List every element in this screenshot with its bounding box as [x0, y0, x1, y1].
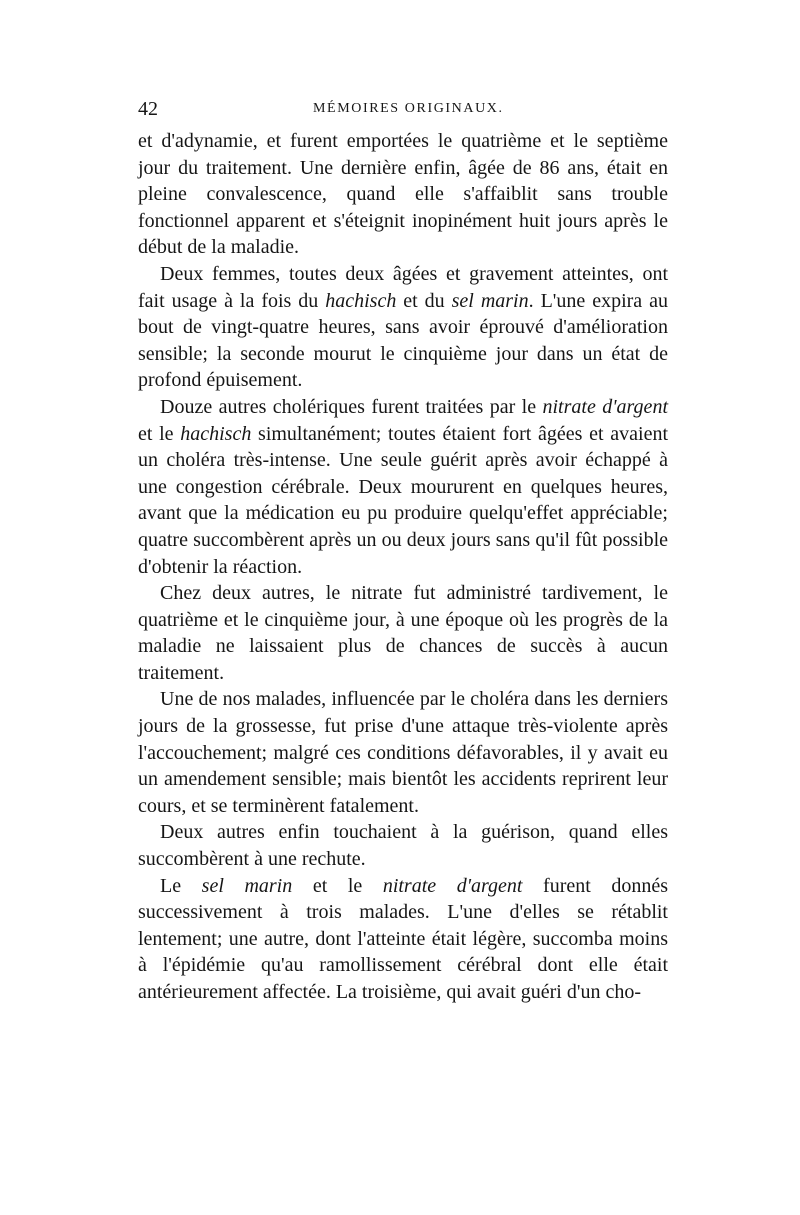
- text-run: Chez deux autres, le nitrate fut administré tardivement, le quatrième et le cinquième jour, à une époque où les progrès de la maladie ne laissaient plus de chances de succès à aucun traitement.: [138, 582, 668, 684]
- text-run: furent donnés successivement à trois malades. L'une d'elles se rétablit lentement; une autre, dont l'atteinte était légère, succomba moins à l'épidémie qu'au ramollissement cérébral dont elle était antérieurement affectée. La troisième, qui avait guéri d'un cho-: [138, 874, 669, 1003]
- paragraph: [138, 261, 668, 394]
- text-run: Le: [160, 874, 202, 897]
- text-run: et du: [396, 289, 452, 312]
- page-number: 42: [138, 98, 158, 120]
- text-run: Deux femmes, toutes deux âgées et gravement atteintes, ont fait usage à la fois du: [138, 262, 668, 312]
- paragraph: [138, 686, 668, 819]
- text-run: . L'une expira au bout de vingt-quatre heures, sans avoir éprouvé d'amélioration sensible; la seconde mourut le cinquième jour dans un état de profond épuisement.: [138, 289, 669, 392]
- text-run: simultanément; toutes étaient fort âgées et avaient un choléra très-intense. Une seule guérit après avoir échappé à une congestion cérébrale. Deux moururent en quelques heures, avant que la médication eu pu produire quelqu'effet appréciable; quatre succombèrent après un ou deux jours sans qu'il fût possible d'obtenir la réaction.: [138, 422, 668, 578]
- text-run: Une de nos malades, influencée par le choléra dans les derniers jours de la grossesse, fut prise d'une attaque très-violente après l'accouchement; malgré ces conditions défavorables, il y avait eu un amendement sensible; mais bientôt les accidents reprirent leur cours, et se terminèrent fatalement.: [138, 688, 668, 817]
- text-run: et le: [292, 874, 383, 897]
- italic-term: hachisch: [325, 289, 397, 312]
- text-run: et d'adynamie, et furent emportées le quatrième et le septième jour du traitement. Une dernière enfin, âgée de 86 ans, était en pleine convalescence, quand elle s'affaiblit sans trouble fonctionnel apparent et s'éteignit inopinément huit jours après le début de la maladie.: [138, 130, 668, 259]
- italic-term: hachisch: [180, 422, 252, 445]
- paragraph: [138, 873, 668, 1006]
- paragraph: [138, 394, 668, 580]
- text-run: Deux autres enfin touchaient à la guérison, quand elles succombèrent à une rechute.: [138, 821, 668, 871]
- paragraph: [138, 128, 668, 261]
- italic-term: sel marin: [201, 874, 293, 897]
- italic-term: nitrate d'argent: [382, 874, 523, 897]
- running-title: MÉMOIRES ORIGINAUX.: [313, 101, 504, 116]
- paragraph: [138, 580, 668, 686]
- text-run: et le: [138, 422, 181, 445]
- text-run: Douze autres cholériques furent traitées par le: [160, 395, 543, 418]
- body-text: [138, 128, 668, 1006]
- running-head: [138, 98, 668, 124]
- italic-term: nitrate d'argent: [542, 395, 668, 418]
- italic-term: sel marin: [451, 289, 529, 312]
- paragraph: [138, 819, 668, 872]
